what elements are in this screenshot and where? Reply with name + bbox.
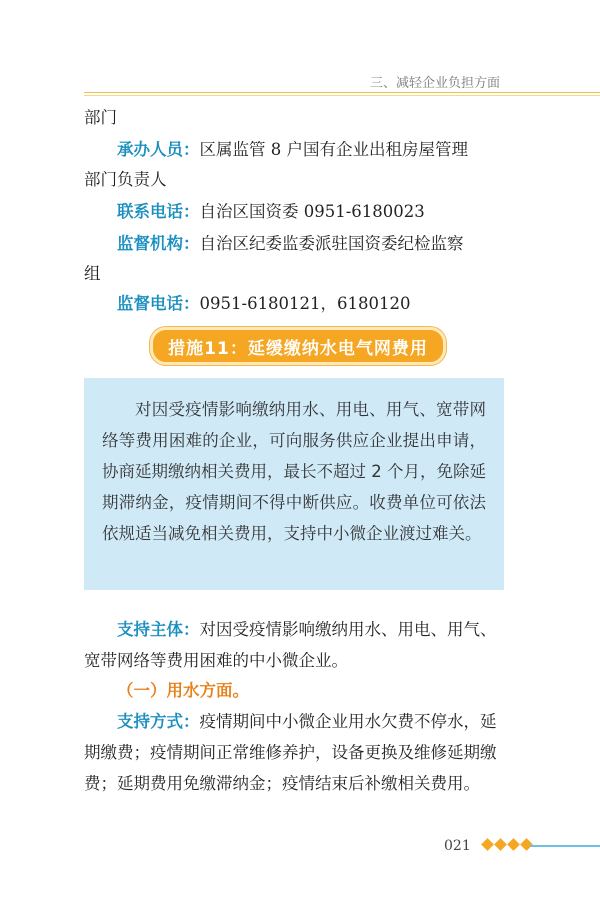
section-title-text: （一）用水方面。 bbox=[117, 681, 249, 700]
footer-rule bbox=[530, 845, 600, 847]
method-paragraph bbox=[84, 706, 504, 799]
handler-label: 承办人员： bbox=[117, 140, 200, 159]
page-number: 021 bbox=[444, 838, 471, 854]
running-head: 三、减轻企业负担方面 bbox=[369, 76, 500, 91]
supervisor-label: 监督机构： bbox=[117, 234, 200, 253]
supervisor-paragraph bbox=[84, 229, 504, 259]
handler-text: 区属监管 8 户国有企业出租房屋管理 bbox=[199, 140, 468, 159]
phone-paragraph bbox=[84, 197, 504, 227]
phone-text: 自治区国资委 0951-6180023 bbox=[199, 202, 425, 221]
subject-label: 支持主体： bbox=[117, 620, 200, 639]
supervisor-text: 自治区纪委监委派驻国资委纪检监察 bbox=[199, 234, 464, 253]
method-label: 支持方式： bbox=[117, 712, 200, 731]
diamond-icon bbox=[494, 838, 507, 851]
sup-phone-text: 0951-6180121，6180120 bbox=[199, 294, 411, 313]
handler-cont-text: 部门负责人 bbox=[84, 170, 167, 189]
sup-phone-label: 监督电话： bbox=[117, 294, 200, 313]
supervisor-cont-text: 组 bbox=[84, 264, 101, 283]
sup-phone-paragraph bbox=[84, 289, 504, 319]
continuation-text: 部门 bbox=[84, 108, 117, 127]
subject-paragraph bbox=[84, 614, 504, 676]
header-rule bbox=[84, 92, 600, 93]
supervisor-continuation bbox=[84, 259, 504, 289]
phone-label: 联系电话： bbox=[117, 202, 200, 221]
section-title bbox=[84, 676, 504, 706]
handler-continuation bbox=[84, 165, 504, 195]
text-line bbox=[84, 103, 504, 133]
diamond-icon bbox=[481, 838, 494, 851]
measure-description-box bbox=[84, 378, 504, 590]
method-text: 疫情期间中小微企业用水欠费不停水，延期缴费；疫情期间正常维修养护，设备更换及维修延期缴费；延期费用免缴滞纳金；疫情结束后补缴相关费用。 bbox=[84, 712, 497, 793]
header-rule-secondary bbox=[84, 95, 600, 96]
subject-text: 对因受疫情影响缴纳用水、用电、用气、宽带网络等费用困难的中小微企业。 bbox=[84, 620, 497, 670]
page-ornament bbox=[482, 840, 532, 849]
diamond-icon bbox=[507, 838, 520, 851]
measure-description: 对因受疫情影响缴纳用水、用电、用气、宽带网络等费用困难的企业，可向服务供应企业提出申请，协商延期缴纳相关费用，最长不超过 2 个月，免除延期滞纳金，疫情期间不得中断供应。收费单位可依法依规适当减免相关费用，支持中小微企业渡过难关。 bbox=[102, 400, 486, 543]
measure-badge: 措施11：延缓缴纳水电气网费用 bbox=[150, 327, 446, 365]
handler-paragraph bbox=[84, 135, 504, 165]
